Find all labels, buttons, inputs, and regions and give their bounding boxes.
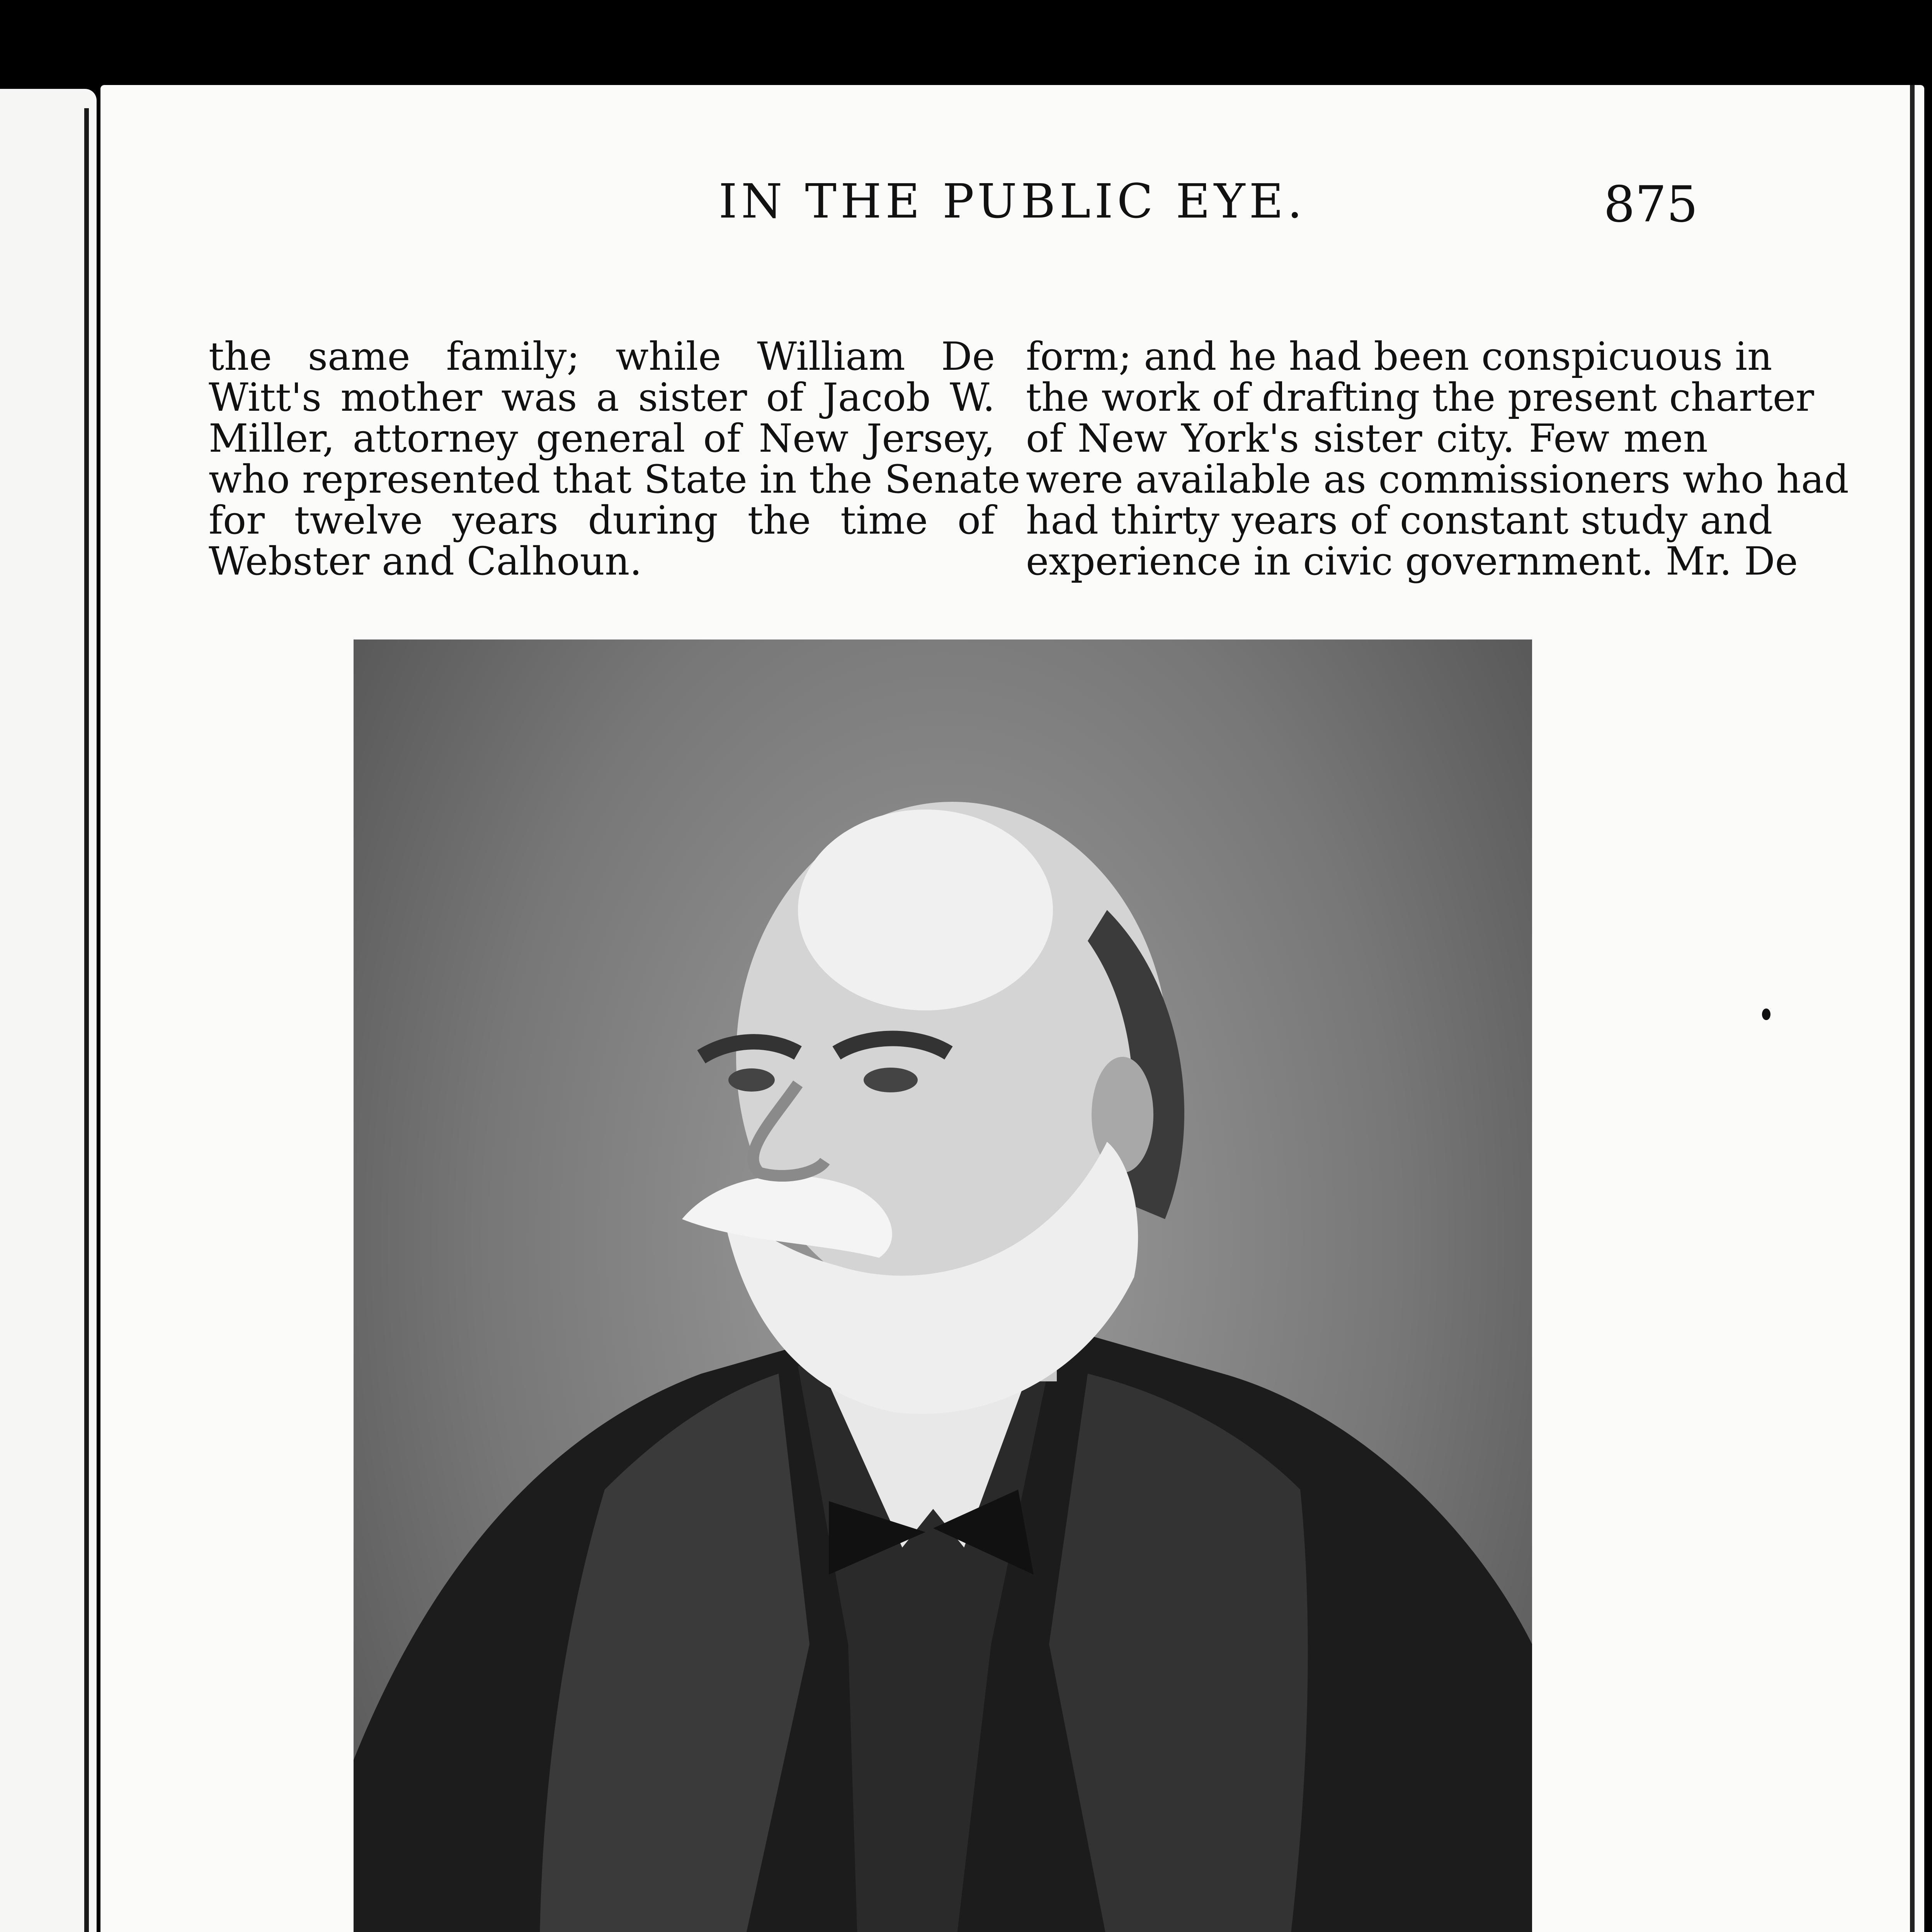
- text-line: were available as commissioners who had: [1026, 457, 1849, 502]
- text-line: of New York's sister city. Few men: [1026, 416, 1708, 461]
- page-number: 875: [1604, 176, 1698, 233]
- top-right-column: [1026, 334, 1849, 584]
- portrait-photograph: [354, 639, 1532, 1932]
- text-line: form; and he had been conspicuous in: [1026, 334, 1772, 379]
- text-line: who represented that State in the Senate: [209, 457, 1020, 502]
- text-line: the same family; while William De: [209, 334, 995, 379]
- text-line: experience in civic government. Mr. De: [1026, 539, 1798, 584]
- portrait-illustration: [354, 639, 1532, 1932]
- page-edge-line: [1910, 85, 1915, 1932]
- facing-page-edge: [0, 89, 97, 1932]
- running-head: IN THE PUBLIC EYE.: [718, 174, 1306, 229]
- binding-shadow: [84, 108, 89, 1932]
- text-line: Webster and Calhoun.: [209, 539, 642, 584]
- text-line: the work of drafting the present charter: [1026, 375, 1814, 420]
- text-line: Witt's mother was a sister of Jacob W.: [209, 375, 995, 420]
- top-left-column: [209, 334, 1020, 584]
- print-speck: [1762, 1009, 1770, 1020]
- text-line: had thirty years of constant study and: [1026, 498, 1773, 543]
- text-line: Miller, attorney general of New Jersey,: [209, 416, 995, 461]
- text-line: for twelve years during the time of: [209, 498, 995, 543]
